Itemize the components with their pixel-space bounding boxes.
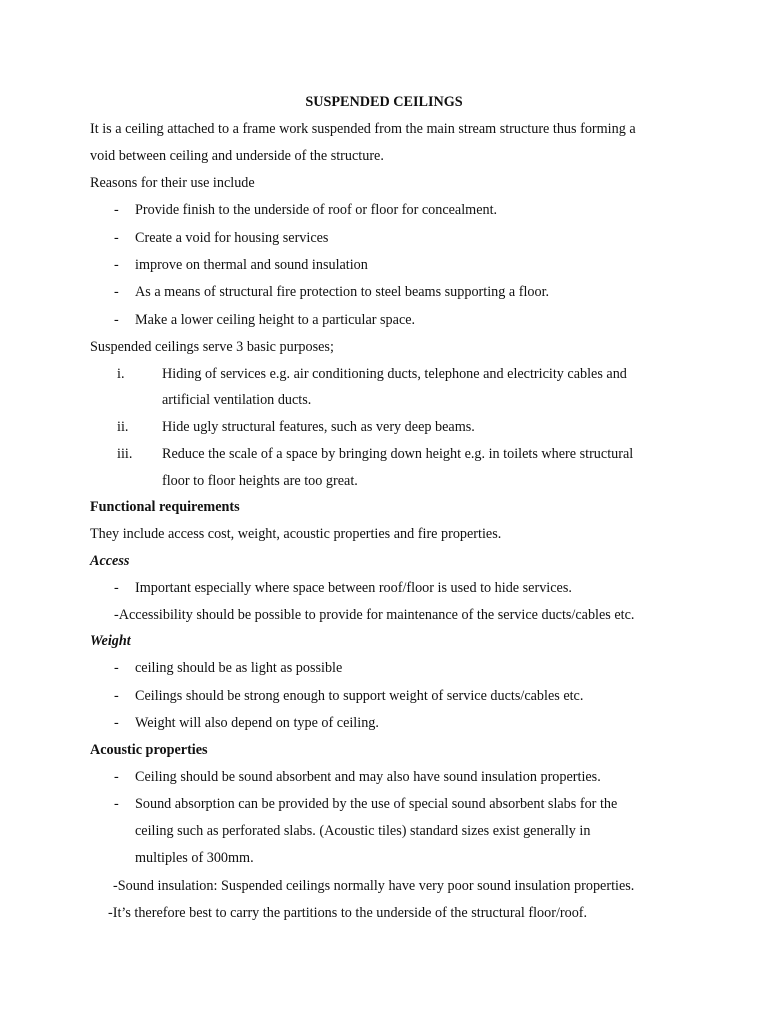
intro-line-2: void between ceiling and underside of the structure. (90, 148, 384, 164)
list-bullet: - (114, 796, 119, 812)
list-item: improve on thermal and sound insulation (135, 257, 368, 273)
acoustic-note: -It’s therefore best to carry the partitions to the underside of the structural floor/roof. (108, 905, 588, 921)
list-bullet: - (114, 660, 119, 676)
list-bullet: - (114, 257, 119, 273)
list-bullet: - (114, 769, 119, 785)
list-item: Provide finish to the underside of roof or floor for concealment. (135, 202, 498, 218)
list-item-continuation: multiples of 300mm. (135, 850, 254, 866)
list-item: Ceiling should be sound absorbent and may also have sound insulation properties. (135, 769, 601, 785)
list-item: Ceilings should be strong enough to support weight of service ducts/cables etc. (135, 688, 584, 704)
list-number: i. (117, 366, 125, 382)
list-item: Weight will also depend on type of ceiling. (135, 715, 379, 731)
access-heading: Access (90, 553, 130, 569)
list-item-continuation: floor to floor heights are too great. (162, 473, 358, 489)
acoustic-note: -Sound insulation: Suspended ceilings normally have very poor sound insulation properties. (113, 878, 635, 894)
list-bullet: - (114, 230, 119, 246)
list-number: ii. (117, 419, 129, 435)
list-item: Important especially where space between roof/floor is used to hide services. (135, 580, 572, 596)
weight-heading: Weight (90, 633, 131, 649)
list-item: ceiling should be as light as possible (135, 660, 343, 676)
list-bullet: - (114, 688, 119, 704)
list-bullet: - (114, 715, 119, 731)
list-bullet: - (114, 312, 119, 328)
purposes-heading: Suspended ceilings serve 3 basic purposes; (90, 339, 334, 355)
functional-intro: They include access cost, weight, acoustic properties and fire properties. (90, 526, 502, 542)
list-item: Hide ugly structural features, such as very deep beams. (162, 419, 475, 435)
list-item: Reduce the scale of a space by bringing down height e.g. in toilets where structural (162, 446, 634, 462)
list-bullet: - (114, 284, 119, 300)
list-item: Sound absorption can be provided by the use of special sound absorbent slabs for the (135, 796, 618, 812)
page-title: SUSPENDED CEILINGS (305, 94, 463, 110)
list-item: Hiding of services e.g. air conditioning ducts, telephone and electricity cables and (162, 366, 627, 382)
list-number: iii. (117, 446, 133, 462)
access-note: -Accessibility should be possible to provide for maintenance of the service ducts/cables etc. (114, 607, 635, 623)
acoustic-heading: Acoustic properties (90, 742, 208, 758)
list-bullet: - (114, 202, 119, 218)
list-bullet: - (114, 580, 119, 596)
functional-heading: Functional requirements (90, 499, 240, 515)
intro-line-1: It is a ceiling attached to a frame work suspended from the main stream structure thus forming a (90, 121, 636, 137)
list-item-continuation: ceiling such as perforated slabs. (Acoustic tiles) standard sizes exist generally in (135, 823, 591, 839)
reasons-heading: Reasons for their use include (90, 175, 255, 191)
list-item-continuation: artificial ventilation ducts. (162, 392, 312, 408)
list-item: Make a lower ceiling height to a particular space. (135, 312, 416, 328)
list-item: As a means of structural fire protection to steel beams supporting a floor. (135, 284, 550, 300)
list-item: Create a void for housing services (135, 230, 329, 246)
